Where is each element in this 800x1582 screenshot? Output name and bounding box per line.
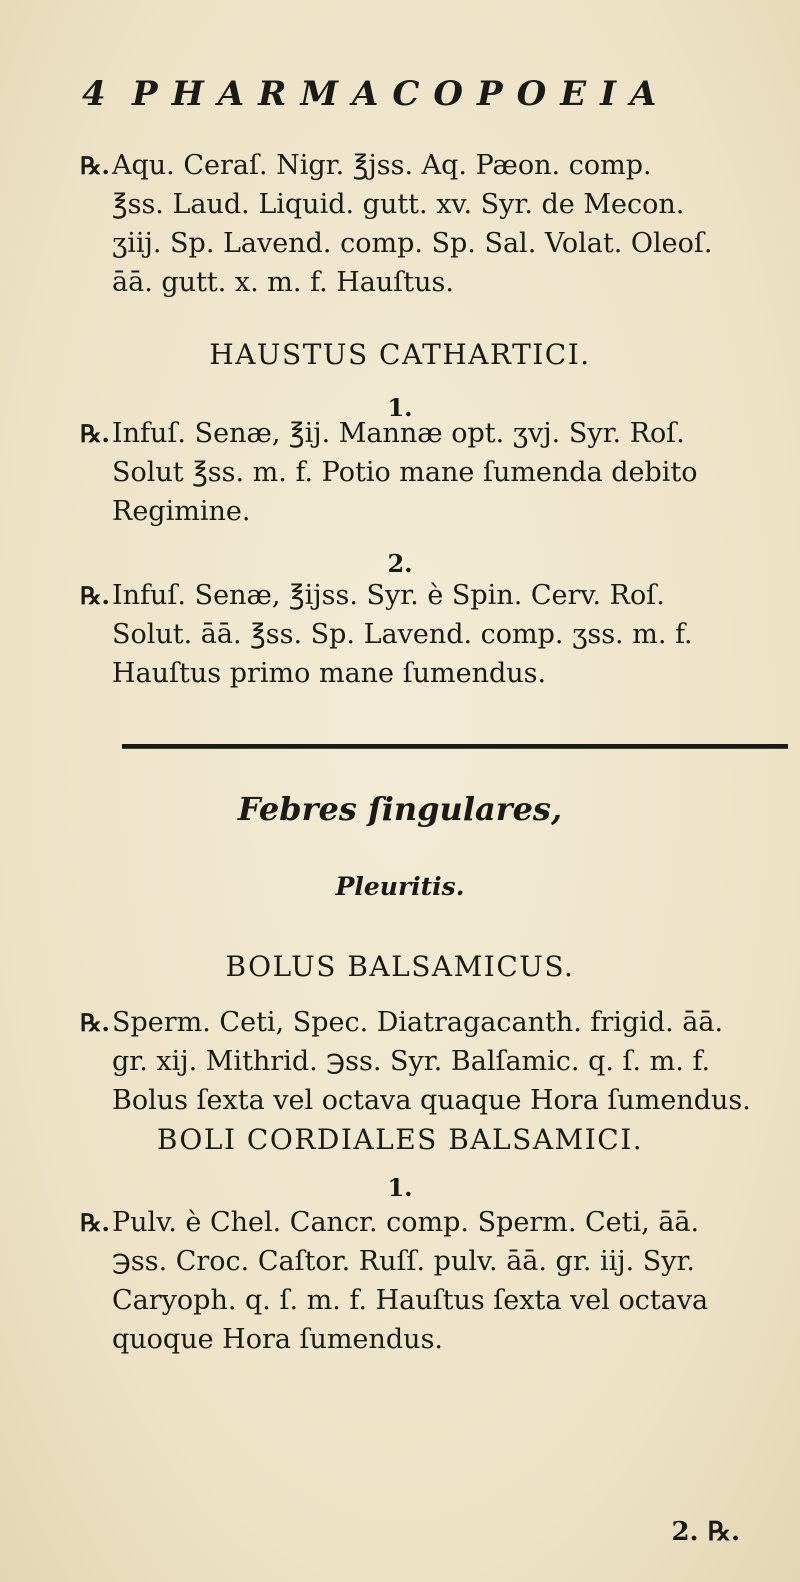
recipe-haustus-catharticus-1 — [80, 414, 784, 531]
page-number: 4 — [82, 74, 106, 114]
recipe-line: Caryoph. q. ſ. m. f. Hauſtus ſexta vel octava — [112, 1285, 709, 1316]
recipe-line: āā. gutt. x. m. f. Hauſtus. — [112, 267, 454, 298]
section-heading-boli-cordiales: BOLI CORDIALES BALSAMICI. — [156, 1123, 644, 1156]
recipe-symbol: ℞. — [80, 419, 110, 448]
recipe-line: ℥ss. Laud. Liquid. gutt. xv. Syr. de Mecon. — [112, 189, 685, 220]
section-heading-bolus-balsamicus: BOLUS BALSAMICUS. — [225, 950, 575, 983]
recipe-line: ʒiij. Sp. Lavend. comp. Sp. Sal. Volat. Oleoſ. — [112, 228, 713, 259]
recipe-number: 1. — [387, 1173, 413, 1202]
section-heading-haustus-cathartici: HAUSTUS CATHARTICI. — [209, 338, 591, 371]
page-header — [82, 74, 762, 124]
section-divider — [122, 744, 788, 749]
recipe-symbol: ℞. — [80, 581, 110, 610]
recipe-line: ℈ss. Croc. Caſtor. Ruſſ. pulv. āā. gr. iij. Syr. — [112, 1246, 696, 1277]
recipe-haustus-catharticus-2 — [80, 576, 784, 693]
recipe-number: 1. — [387, 393, 413, 422]
recipe-line: ℞. Sperm. Ceti, Spec. Diatragacanth. frigid. āā. — [112, 1003, 784, 1042]
recipe-line: Bolus ſexta vel octava quaque Hora ſumendus. — [112, 1085, 751, 1116]
catchword: 2. ℞. — [671, 1517, 740, 1547]
running-title: PHARMACOPOEIA — [132, 74, 671, 114]
recipe-line: Regimine. — [112, 496, 251, 527]
chapter-title-febres: Febres ſingulares, — [237, 790, 563, 828]
recipe-line: gr. xij. Mithrid. ℈ss. Syr. Balſamic. q. ſ. m. f. — [112, 1046, 711, 1077]
recipe-bolus-balsamicus — [80, 1003, 784, 1120]
recipe-number: 2. — [387, 549, 413, 578]
recipe-line: ℞. Aqu. Ceraſ. Nigr. ℥jss. Aq. Pæon. comp. — [112, 146, 784, 185]
recipe-line: Hauſtus primo mane ſumendus. — [112, 658, 547, 689]
subtitle-pleuritis: Pleuritis. — [335, 872, 465, 901]
recipe-symbol: ℞. — [80, 151, 110, 180]
recipe-symbol: ℞. — [80, 1008, 110, 1037]
recipe-aqua-cerasi — [80, 146, 784, 302]
recipe-line: Solut ℥ss. m. f. Potio mane ſumenda debito — [112, 457, 698, 488]
recipe-symbol: ℞. — [80, 1208, 110, 1237]
recipe-line: ℞. Infuſ. Senæ, ℥ij. Mannæ opt. ʒvj. Syr. Roſ. — [112, 414, 784, 453]
recipe-line: ℞. Infuſ. Senæ, ℥ijss. Syr. è Spin. Cerv. Roſ. — [112, 576, 784, 615]
recipe-line: Solut. āā. ℥ss. Sp. Lavend. comp. ʒss. m. f. — [112, 619, 693, 650]
recipe-line: quoque Hora ſumendus. — [112, 1324, 444, 1355]
recipe-line: ℞. Pulv. è Chel. Cancr. comp. Sperm. Ceti, āā. — [112, 1203, 784, 1242]
recipe-boli-cordiales-1 — [80, 1203, 784, 1359]
